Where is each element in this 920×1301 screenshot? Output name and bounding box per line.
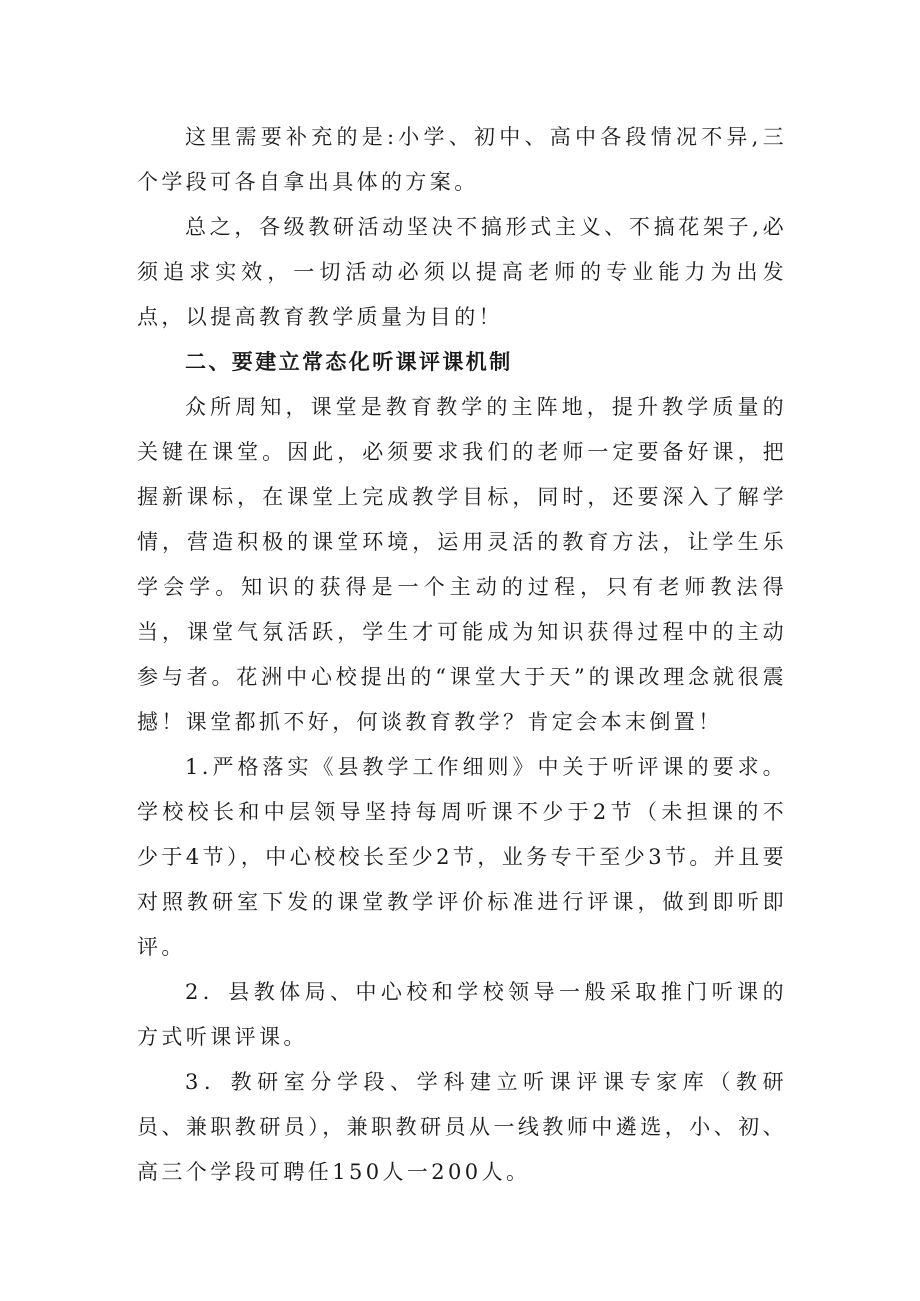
paragraph-item-3: 3．教研室分学段、学科建立听课评课专家库（教研员、兼职教研员），兼职教研员从一线教师中遴选，小、初、高三个学段可聘任150人一200人。 xyxy=(137,1070,787,1184)
paragraph-item-1: 1.严格落实《县教学工作细则》中关于听评课的要求。学校校长和中层领导坚持每周听课不少于2节（未担课的不少于4节），中心校校长至少2节，业务专干至少3节。并且要对照教研室下发的课堂教学评价标准进行评课，做到即听即评。 xyxy=(137,755,787,959)
paragraph-item-2: 2．县教体局、中心校和学校领导一般采取推门听课的方式听课评课。 xyxy=(137,980,787,1049)
paragraph-summary: 总之，各级教研活动坚决不搞形式主义、不搞花架子,必须追求实效，一切活动必须以提高老师的专业能力为出发点，以提高教育教学质量为目的！ xyxy=(137,215,787,329)
paragraph-classroom: 众所周知，课堂是教育教学的主阵地，提升教学质量的关键在课堂。因此，必须要求我们的老师一定要备好课，把握新课标，在课堂上完成教学目标，同时，还要深入了解学情，营造积极的课堂环境，运用灵活的教育方法，让学生乐学会学。知识的获得是一个主动的过程，只有老师教法得当，课堂气氛活跃，学生才可能成为知识获得过程中的主动参与者。花洲中心校提出的“课堂大于天”的课改理念就很震撼！课堂都抓不好，何谈教育教学？肯定会本末倒置！ xyxy=(137,395,787,734)
document-body xyxy=(137,115,787,1195)
section-heading: 二、要建立常态化听课评课机制 xyxy=(185,350,513,374)
paragraph-supplement: 这里需要补充的是:小学、初中、高中各段情况不异,三个学段可各自拿出具体的方案。 xyxy=(137,125,787,194)
